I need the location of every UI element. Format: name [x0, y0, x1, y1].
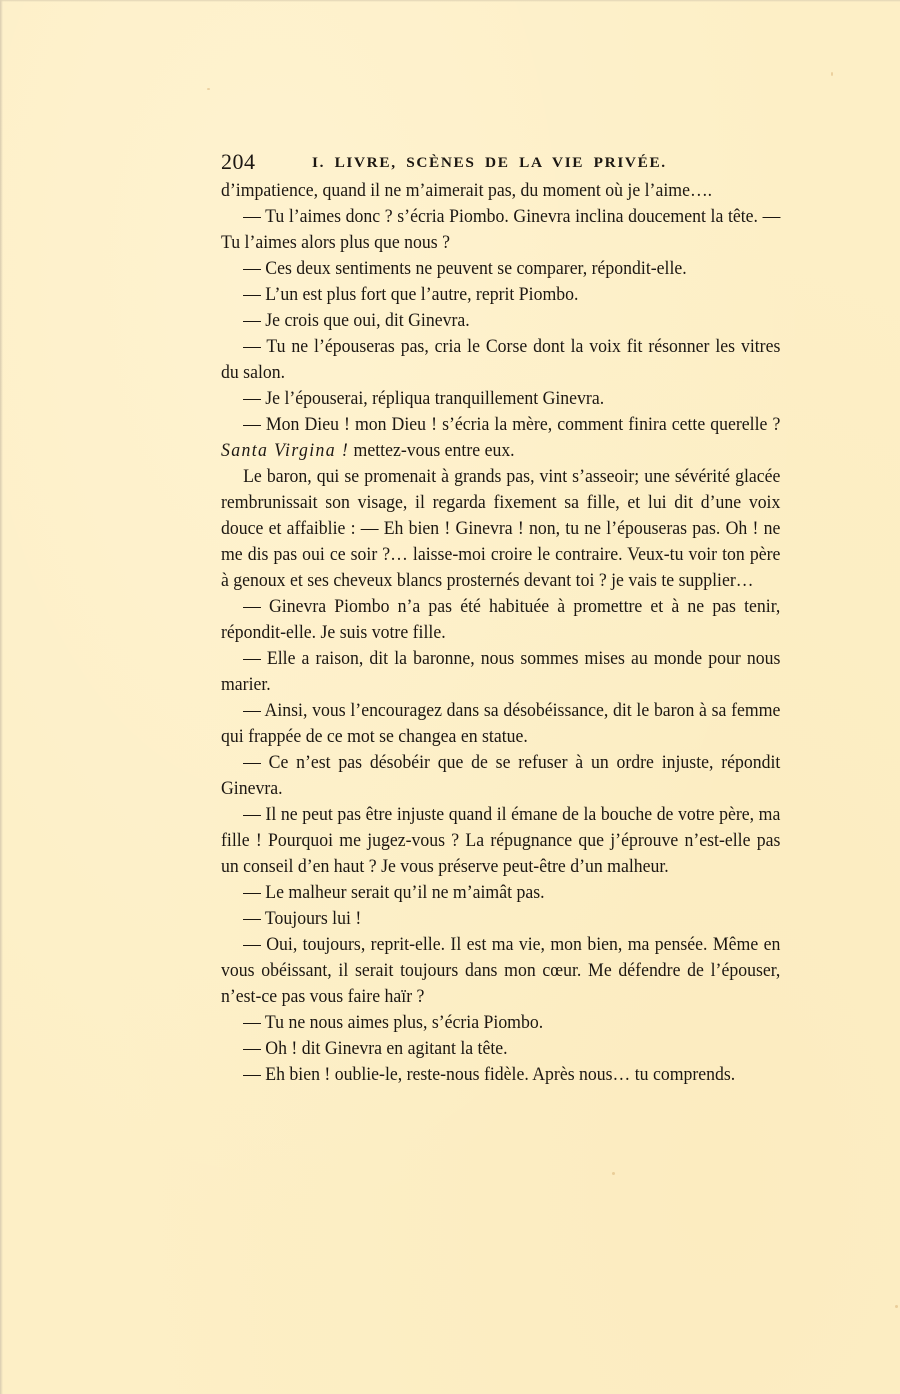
paragraph: — Le malheur serait qu’il ne m’aimât pas.	[243, 882, 545, 903]
paragraph: — Il ne peut pas être injuste quand il émane de la bouche de votre père, ma fille ! Pourquoi me jugez-vous ? La répugnance que j’éprouve n’est-elle pas un conseil d’en haut ? Je vous préserve peut-être d’un malheur.	[221, 804, 781, 877]
paragraph: — Tu ne l’épouseras pas, cria le Corse dont la voix fit résonner les vitres du salon.	[221, 336, 781, 383]
page-edge	[0, 0, 3, 1394]
paper-speck	[207, 88, 210, 90]
paragraph: Le baron, qui se promenait à grands pas, vint s’asseoir; une sévérité glacée rembrunissait son visage, il regarda fixement sa fille, et lui dit d’une voix douce et affaiblie : — Eh bien ! Ginevra ! non, tu ne l’épouseras pas. Oh ! ne me dis pas oui ce soir ?… laisse-moi croire le contraire. Veux-tu voir ton père à genoux et ses cheveux blancs prosternés devant toi ? je vais te supplier…	[221, 466, 781, 591]
running-title: I. LIVRE, SCÈNES DE LA VIE PRIVÉE.	[312, 155, 667, 171]
page-edge-top	[0, 0, 900, 2]
page-number: 204	[221, 149, 256, 174]
paragraph: — Ces deux sentiments ne peuvent se comparer, répondit-elle.	[243, 258, 687, 279]
paragraph: — Oh ! dit Ginevra en agitant la tête.	[243, 1038, 508, 1059]
paragraph: — Elle a raison, dit la baronne, nous sommes mises au monde pour nous marier.	[221, 648, 781, 695]
paper-speck	[612, 1172, 615, 1175]
paragraph-text: mettez-vous entre eux.	[349, 440, 515, 461]
paragraph: — Tu ne nous aimes plus, s’écria Piombo.	[243, 1012, 544, 1033]
paragraph: — Oui, toujours, reprit-elle. Il est ma vie, mon bien, ma pensée. Même en vous obéissant, il serait toujours dans mon cœur. Me défendre de l’épouser, n’est-ce pas vous faire haïr ?	[221, 934, 781, 1007]
paragraph	[221, 412, 780, 464]
paragraph: — Ginevra Piombo n’a pas été habituée à promettre et à ne pas tenir, répondit-elle. Je suis votre fille.	[221, 596, 781, 643]
body-text	[221, 178, 780, 1088]
italic-phrase: Santa Virgina !	[221, 440, 350, 461]
paragraph: — Je crois que oui, dit Ginevra.	[243, 310, 470, 331]
paper-speck	[895, 1305, 898, 1308]
paragraph: — Ainsi, vous l’encouragez dans sa désobéissance, dit le baron à sa femme qui frappée de ce mot se changea en statue.	[221, 700, 781, 747]
paragraph: — Tu l’aimes donc ? s’écria Piombo. Ginevra inclina doucement la tête. — Tu l’aimes alors plus que nous ?	[221, 206, 781, 253]
paragraph: — Toujours lui !	[243, 908, 362, 929]
paragraph: — L’un est plus fort que l’autre, reprit Piombo.	[243, 284, 579, 305]
running-head	[221, 147, 780, 177]
paragraph: — Ce n’est pas désobéir que de se refuser à un ordre injuste, répondit Ginevra.	[221, 752, 781, 799]
paper-speck	[831, 72, 833, 76]
paragraph: d’impatience, quand il ne m’aimerait pas, du moment où je l’aime….	[221, 180, 713, 201]
paragraph-text: — Mon Dieu ! mon Dieu ! s’écria la mère, comment finira cette querelle ?	[243, 414, 781, 435]
paragraph: — Je l’épouserai, répliqua tranquillement Ginevra.	[243, 388, 605, 409]
page-text-block	[221, 147, 780, 1088]
paragraph: — Eh bien ! oublie-le, reste-nous fidèle. Après nous… tu comprends.	[243, 1064, 736, 1085]
